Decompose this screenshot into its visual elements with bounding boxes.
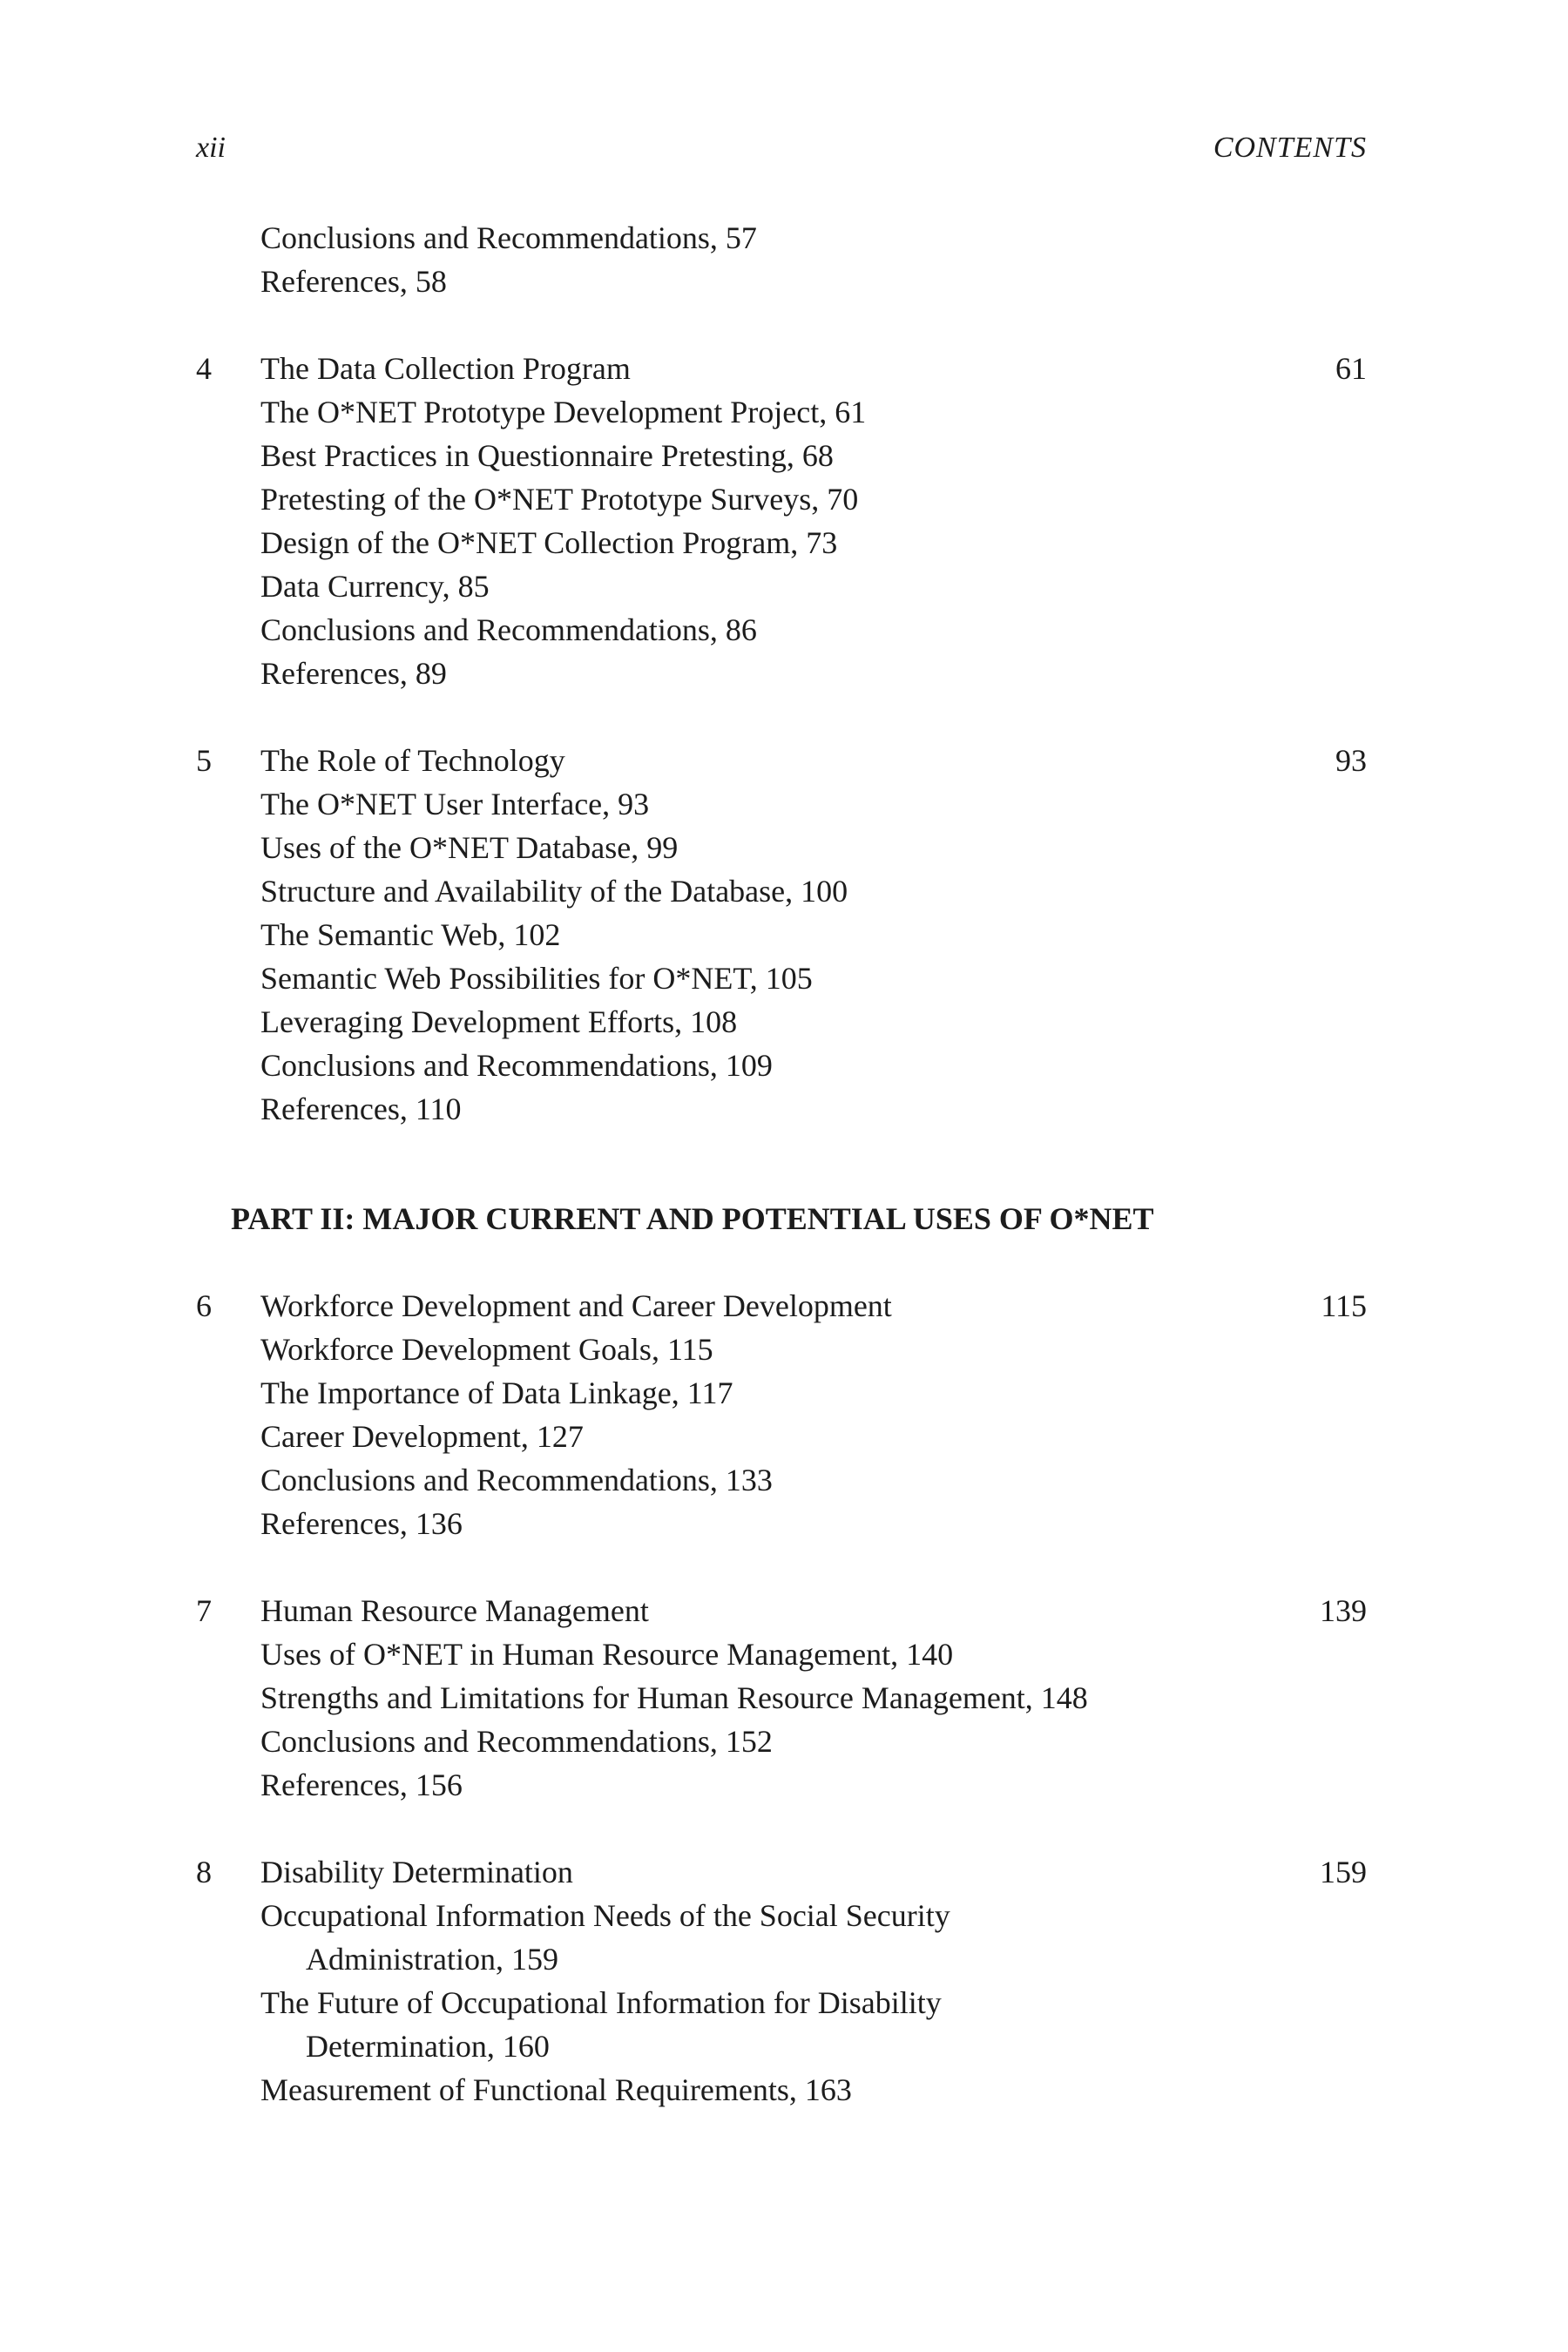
toc-entry <box>260 390 1367 434</box>
toc-entry <box>260 652 1367 695</box>
toc-entry <box>260 956 1367 1000</box>
toc-chapter-row <box>196 347 1367 390</box>
toc-chapter-row <box>196 1589 1367 1632</box>
toc-entry <box>260 826 1367 869</box>
toc-entry-text: Data Currency, 85 <box>260 569 490 604</box>
toc-entry <box>260 260 1367 303</box>
toc-chapter-entries <box>196 390 1367 695</box>
toc-chapter-entries <box>196 1632 1367 1807</box>
toc-entry <box>260 608 1367 652</box>
toc-chapter-row <box>196 1284 1367 1328</box>
toc-chapter <box>196 1589 1367 1807</box>
toc-chapter-entries <box>196 1894 1367 2112</box>
toc-entry <box>260 434 1367 477</box>
toc-chapter-number: 7 <box>196 1593 212 1628</box>
toc-entry-text: Career Development, 127 <box>260 1419 584 1454</box>
toc-entry-text: References, 110 <box>260 1092 462 1126</box>
toc-entry-continuation: Determination, 160 <box>306 2029 550 2064</box>
toc-chapter-page-number: 159 <box>1320 1855 1367 1889</box>
toc-entry <box>260 913 1367 956</box>
toc-entry <box>260 2068 1367 2112</box>
toc-entry-text: References, 136 <box>260 1506 463 1541</box>
toc-entry-text: Uses of the O*NET Database, 99 <box>260 830 679 865</box>
toc-entry-text: References, 156 <box>260 1767 463 1802</box>
toc-chapter-page-number: 61 <box>1335 351 1367 386</box>
toc-entry <box>260 1981 1367 2024</box>
toc-entry-text: The O*NET User Interface, 93 <box>260 787 650 821</box>
toc-entry-text: Pretesting of the O*NET Prototype Surveys, 70 <box>260 482 859 517</box>
toc-chapter-number: 8 <box>196 1855 212 1889</box>
toc-chapter-page-number: 115 <box>1321 1288 1367 1323</box>
toc-entry <box>260 1720 1367 1763</box>
toc-entry <box>260 1458 1367 1502</box>
toc-part-heading: PART II: MAJOR CURRENT AND POTENTIAL USES OF O*NET <box>231 1201 1154 1236</box>
toc-chapter-title: Human Resource Management <box>260 1593 649 1628</box>
toc-chapter-entries <box>196 1328 1367 1545</box>
toc-chapter-number: 5 <box>196 743 212 778</box>
toc-entry <box>260 1415 1367 1458</box>
toc-entry-text: The Importance of Data Linkage, 117 <box>260 1375 733 1410</box>
toc-entry-text: Best Practices in Questionnaire Pretesting, 68 <box>260 438 834 473</box>
toc-entry-text: References, 58 <box>260 264 447 299</box>
toc-entry-text: Leveraging Development Efforts, 108 <box>260 1004 738 1039</box>
running-head: CONTENTS <box>1213 132 1367 164</box>
toc-entry <box>260 521 1367 564</box>
folio-page-number: xii <box>196 132 226 164</box>
toc-entry <box>260 1894 1367 1937</box>
toc-entry-text: The Semantic Web, 102 <box>260 917 561 952</box>
toc-chapter-number: 4 <box>196 351 212 386</box>
toc-chapter-row <box>196 739 1367 782</box>
toc-entry <box>260 1676 1367 1720</box>
toc-entry-text: The O*NET Prototype Development Project, 61 <box>260 395 867 429</box>
toc-chapter-title: Workforce Development and Career Development <box>260 1288 892 1323</box>
toc-entry <box>260 782 1367 826</box>
toc-entry-continuation: Administration, 159 <box>306 1942 558 1977</box>
toc-orphan-entries <box>196 216 1367 303</box>
page-header <box>196 131 1367 166</box>
toc-entry-text: Strengths and Limitations for Human Resource Management, 148 <box>260 1680 1088 1715</box>
toc-chapter-row <box>196 1850 1367 1894</box>
toc-chapter-number: 6 <box>196 1288 212 1323</box>
toc-entry-text: Occupational Information Needs of the Social Security <box>260 1898 950 1933</box>
toc-entry <box>260 1502 1367 1545</box>
toc-entry-text: Structure and Availability of the Database, 100 <box>260 874 848 909</box>
toc-entry <box>260 1000 1367 1044</box>
toc-entry-text: Measurement of Functional Requirements, 163 <box>260 2072 852 2107</box>
toc-entry-text: Conclusions and Recommendations, 133 <box>260 1463 773 1497</box>
toc-chapter-page-number: 139 <box>1320 1593 1367 1628</box>
toc-entry-text: Design of the O*NET Collection Program, 73 <box>260 525 838 560</box>
toc-entry <box>260 564 1367 608</box>
toc-entry-text: The Future of Occupational Information for Disability <box>260 1985 942 2020</box>
toc-chapter-page-number: 93 <box>1335 743 1367 778</box>
toc-entry-text: Conclusions and Recommendations, 57 <box>260 220 757 255</box>
toc-entry-text: References, 89 <box>260 656 447 691</box>
toc-chapter-title: The Role of Technology <box>260 743 565 778</box>
toc-chapter <box>196 739 1367 1131</box>
toc-chapter <box>196 1850 1367 2112</box>
toc-entry-text: Uses of O*NET in Human Resource Management, 140 <box>260 1637 954 1672</box>
toc-entry <box>260 1044 1367 1087</box>
toc-entry-text: Conclusions and Recommendations, 86 <box>260 612 757 647</box>
toc-chapter-title: Disability Determination <box>260 1855 573 1889</box>
toc-chapter-title: The Data Collection Program <box>260 351 631 386</box>
toc-chapter <box>196 1284 1367 1545</box>
toc-entry <box>260 1087 1367 1131</box>
toc-entry-text: Conclusions and Recommendations, 152 <box>260 1724 773 1759</box>
toc-entry <box>260 216 1367 260</box>
toc-entry-text: Workforce Development Goals, 115 <box>260 1332 713 1367</box>
table-of-contents <box>196 216 1367 2112</box>
toc-chapter-entries <box>196 782 1367 1131</box>
toc-entry <box>260 1328 1367 1371</box>
toc-entry <box>260 1763 1367 1807</box>
toc-entry-text: Semantic Web Possibilities for O*NET, 105 <box>260 961 813 996</box>
toc-entry <box>260 869 1367 913</box>
toc-entry-text: Conclusions and Recommendations, 109 <box>260 1048 773 1083</box>
toc-entry <box>260 477 1367 521</box>
toc-entry <box>260 1632 1367 1676</box>
toc-entry <box>260 1371 1367 1415</box>
toc-chapter <box>196 347 1367 695</box>
